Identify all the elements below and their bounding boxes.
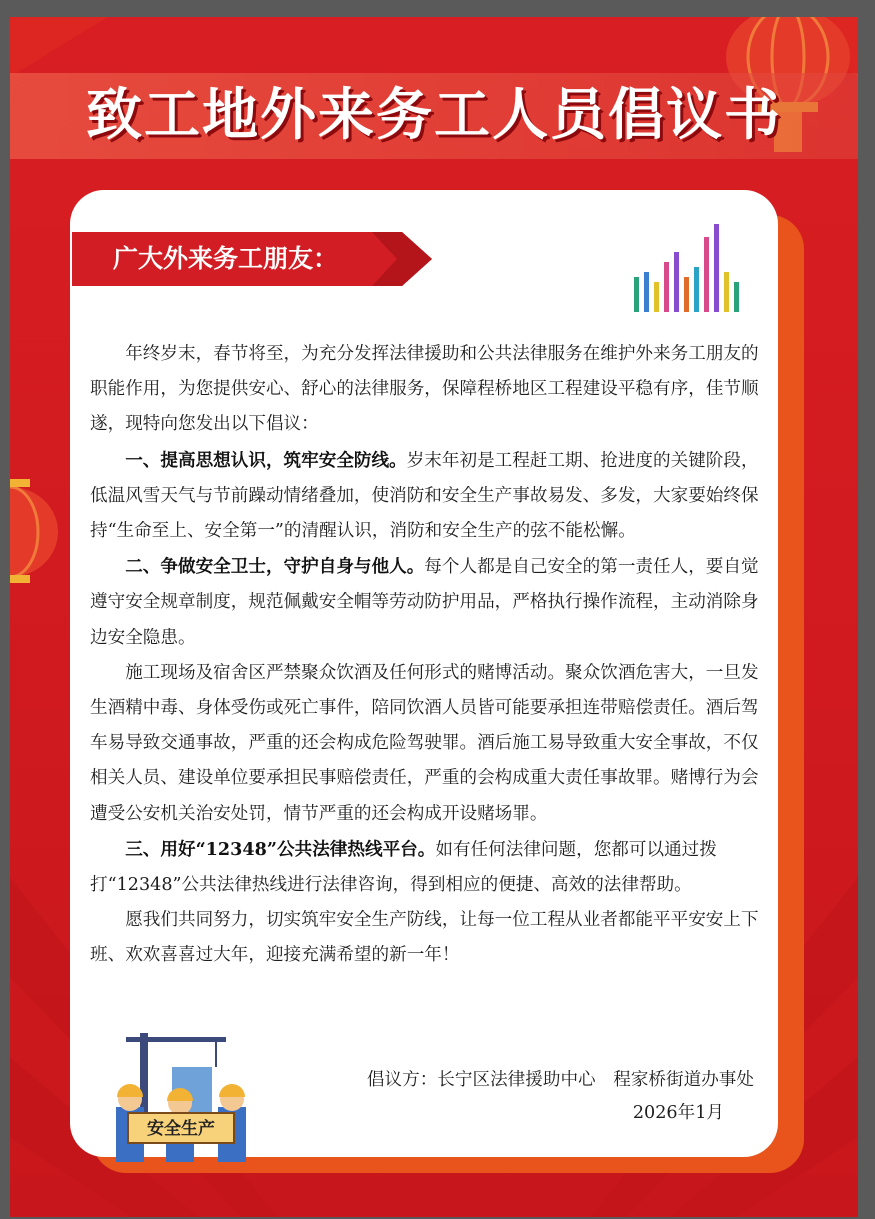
heading-2: 二、争做安全卫士，守护自身与他人。 bbox=[125, 556, 425, 578]
safety-sign-text: 安全生产 bbox=[147, 1119, 215, 1139]
page-title: 致工地外来务工人员倡议书 bbox=[86, 83, 782, 148]
greeting: 广大外来务工朋友： bbox=[113, 244, 339, 273]
construction-illustration bbox=[106, 1027, 256, 1167]
paragraph-1 bbox=[90, 443, 762, 550]
paragraph-3-text: 如有任何法律问题，您都可以通过拨打“12348”公共法律热线进行法律咨询，得到相应的便捷、高效的法律帮助。 bbox=[90, 839, 717, 896]
letter-body bbox=[90, 337, 762, 974]
date: 2026年1月 bbox=[632, 1103, 724, 1123]
paragraph-2 bbox=[90, 549, 762, 656]
paragraph-intro: 年终岁末，春节将至，为充分发挥法律援助和公共法律服务在维护外来务工朋友的职能作用，为您提供安心、舒心的法律服务，保障程桥地区工程建设平稳有序，佳节顺遂，现特向您发出以下倡议： bbox=[90, 344, 759, 435]
shanghai-logo-icon bbox=[630, 222, 742, 317]
paragraph-2-text: 每个人都是自己安全的第一责任人，要自觉遵守安全规章制度，规范佩戴安全帽等劳动防护用品，严格执行操作流程，主动消除身边安全隐患。 bbox=[90, 557, 759, 648]
paragraph-3 bbox=[90, 832, 762, 903]
paragraph-closing: 愿我们共同努力，切实筑牢安全生产防线，让每一位工程从业者都能平平安安上下班、欢欢喜喜过大年，迎接充满希望的新一年！ bbox=[90, 910, 759, 966]
paragraph-1-text: 岁末年初是工程赶工期、抢进度的关键阶段，低温风雪天气与节前躁动情绪叠加，使消防和安全生产事故易发、多发，大家要始终保持“生命至上、安全第一”的清醒认识，消防和安全生产的弦不能松懈。 bbox=[90, 450, 759, 542]
heading-1: 一、提高思想认识，筑牢安全防线。 bbox=[125, 449, 407, 471]
poster bbox=[10, 17, 858, 1217]
heading-3: 三、用好“12348”公共法律热线平台。 bbox=[125, 838, 436, 860]
signature: 倡议方：长宁区法律援助中心 程家桥街道办事处 bbox=[366, 1070, 754, 1090]
paragraph-warning: 施工现场及宿舍区严禁聚众饮酒及任何形式的赌博活动。聚众饮酒危害大，一旦发生酒精中毒、身体受伤或死亡事件，陪同饮酒人员皆可能要承担连带赔偿责任。酒后驾车易导致交通事故，严重的还会构成危险驾驶罪。酒后施工易导致重大安全事故，不仅相关人员、建设单位要承担民事赔偿责任，严重的会构成重大责任事故罪。赌博行为会遭受公安机关治安处罚，情节严重的还会构成开设赌场罪。 bbox=[90, 662, 759, 824]
lantern-icon bbox=[10, 467, 70, 607]
